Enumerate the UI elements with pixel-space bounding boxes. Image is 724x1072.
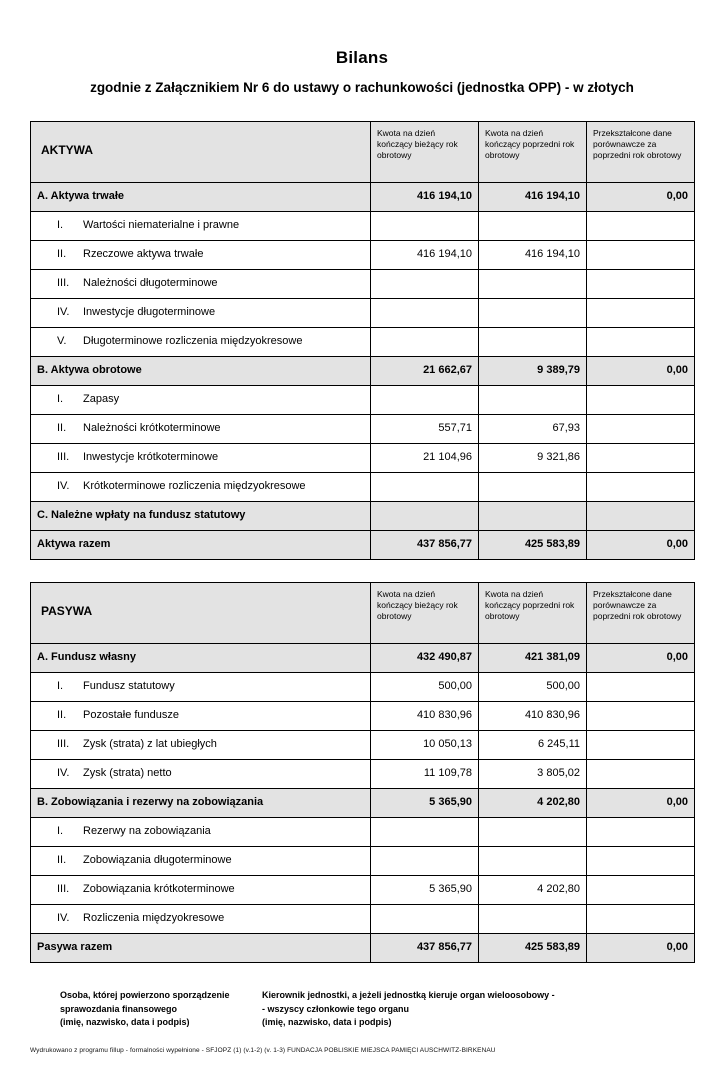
row-label: II. Rzeczowe aktywa trwałe bbox=[31, 241, 371, 270]
table-row bbox=[31, 673, 695, 702]
row-label: I. Fundusz statutowy bbox=[31, 673, 371, 702]
row-value-restated bbox=[587, 760, 695, 789]
row-value-restated bbox=[587, 818, 695, 847]
row-roman-numeral: IV. bbox=[57, 912, 70, 925]
row-value-previous: 421 381,09 bbox=[479, 644, 587, 673]
table-row bbox=[31, 531, 695, 560]
row-value-restated: 0,00 bbox=[587, 644, 695, 673]
row-value-restated bbox=[587, 270, 695, 299]
row-value-previous bbox=[479, 847, 587, 876]
row-value-current bbox=[371, 502, 479, 531]
table-row bbox=[31, 386, 695, 415]
table-row bbox=[31, 212, 695, 241]
row-label: Aktywa razem bbox=[31, 531, 371, 560]
table-row bbox=[31, 270, 695, 299]
footer-note: Wydrukowano z programu fillup - formalności wypełnione - SFJOPZ (1) (v.1-2) (v. 1-3) FUNDACJA POBLISKIE MIEJSCA PAMIĘCI AUSCHWITZ-BIRKENAU bbox=[30, 1047, 496, 1054]
row-value-current bbox=[371, 270, 479, 299]
row-value-restated bbox=[587, 415, 695, 444]
table-row bbox=[31, 415, 695, 444]
row-value-restated bbox=[587, 328, 695, 357]
row-value-restated bbox=[587, 299, 695, 328]
table-row bbox=[31, 644, 695, 673]
row-roman-numeral: IV. bbox=[57, 306, 70, 319]
table-row bbox=[31, 502, 695, 531]
table-row bbox=[31, 760, 695, 789]
table-row bbox=[31, 789, 695, 818]
assets-table bbox=[30, 121, 695, 560]
row-value-previous bbox=[479, 386, 587, 415]
signature-preparer-line1: Osoba, której powierzono sporządzenie bbox=[60, 990, 230, 1000]
row-value-restated bbox=[587, 444, 695, 473]
row-label: Pasywa razem bbox=[31, 934, 371, 963]
table-row bbox=[31, 876, 695, 905]
signature-preparer-line2: sprawozdania finansowego bbox=[60, 1003, 178, 1014]
row-value-restated: 0,00 bbox=[587, 934, 695, 963]
page-title: Bilans bbox=[335, 48, 389, 67]
row-value-previous: 500,00 bbox=[479, 673, 587, 702]
row-value-restated bbox=[587, 702, 695, 731]
row-label: II. Zobowiązania długoterminowe bbox=[31, 847, 371, 876]
table-row bbox=[31, 183, 695, 212]
row-value-previous: 67,93 bbox=[479, 415, 587, 444]
assets-header-label: AKTYWA bbox=[31, 122, 371, 183]
row-value-restated bbox=[587, 386, 695, 415]
row-value-restated: 0,00 bbox=[587, 531, 695, 560]
liabilities-col-previous: Kwota na dzień kończący poprzedni rok obrotowy bbox=[479, 583, 587, 644]
row-value-restated bbox=[587, 876, 695, 905]
liabilities-col-restated: Przekształcone dane porównawcze za poprzedni rok obrotowy bbox=[587, 583, 695, 644]
row-label: B. Zobowiązania i rezerwy na zobowiązania bbox=[31, 789, 371, 818]
row-value-restated: 0,00 bbox=[587, 183, 695, 212]
row-label: III. Zobowiązania krótkoterminowe bbox=[31, 876, 371, 905]
row-label: B. Aktywa obrotowe bbox=[31, 357, 371, 386]
row-roman-numeral: III. bbox=[57, 738, 70, 751]
row-value-previous: 410 830,96 bbox=[479, 702, 587, 731]
row-value-current: 10 050,13 bbox=[371, 731, 479, 760]
row-roman-numeral: I. bbox=[57, 219, 64, 232]
signature-area bbox=[30, 989, 694, 1030]
row-value-current bbox=[371, 905, 479, 934]
table-row bbox=[31, 473, 695, 502]
row-value-restated bbox=[587, 673, 695, 702]
row-value-restated bbox=[587, 212, 695, 241]
table-row bbox=[31, 731, 695, 760]
row-roman-numeral: I. bbox=[57, 825, 64, 838]
row-value-previous bbox=[479, 905, 587, 934]
row-roman-numeral: IV. bbox=[57, 767, 70, 780]
row-value-current bbox=[371, 818, 479, 847]
row-value-current bbox=[371, 847, 479, 876]
row-roman-numeral: II. bbox=[57, 709, 67, 722]
signature-manager-line1: Kierownik jednostki, a jeżeli jednostką kieruje organ wieloosobowy - bbox=[262, 990, 555, 1000]
row-label: I. Wartości niematerialne i prawne bbox=[31, 212, 371, 241]
liabilities-table bbox=[30, 582, 695, 963]
row-label: IV. Rozliczenia międzyokresowe bbox=[31, 905, 371, 934]
row-value-previous bbox=[479, 502, 587, 531]
row-value-current: 11 109,78 bbox=[371, 760, 479, 789]
row-label: IV. Inwestycje długoterminowe bbox=[31, 299, 371, 328]
row-value-restated: 0,00 bbox=[587, 357, 695, 386]
row-value-current: 416 194,10 bbox=[371, 183, 479, 212]
assets-table-header-row bbox=[31, 122, 695, 183]
row-value-restated bbox=[587, 847, 695, 876]
row-value-restated: 0,00 bbox=[587, 789, 695, 818]
table-row bbox=[31, 934, 695, 963]
row-label: I. Zapasy bbox=[31, 386, 371, 415]
table-row bbox=[31, 241, 695, 270]
row-value-current: 5 365,90 bbox=[371, 876, 479, 905]
signature-manager-line2: - wszyscy członkowie tego organu bbox=[262, 1003, 410, 1014]
row-label: IV. Zysk (strata) netto bbox=[31, 760, 371, 789]
row-value-current: 437 856,77 bbox=[371, 531, 479, 560]
page-subtitle: zgodnie z Załącznikiem Nr 6 do ustawy o rachunkowości (jednostka OPP) - w złotych bbox=[90, 80, 634, 95]
row-roman-numeral: II. bbox=[57, 422, 67, 435]
row-value-previous bbox=[479, 299, 587, 328]
row-value-previous: 3 805,02 bbox=[479, 760, 587, 789]
row-label: III. Inwestycje krótkoterminowe bbox=[31, 444, 371, 473]
assets-col-restated: Przekształcone dane porównawcze za poprzedni rok obrotowy bbox=[587, 122, 695, 183]
liabilities-table-header-row bbox=[31, 583, 695, 644]
table-row bbox=[31, 328, 695, 357]
row-roman-numeral: IV. bbox=[57, 480, 70, 493]
row-label: A. Fundusz własny bbox=[31, 644, 371, 673]
row-roman-numeral: I. bbox=[57, 680, 64, 693]
row-roman-numeral: III. bbox=[57, 883, 70, 896]
row-value-current: 432 490,87 bbox=[371, 644, 479, 673]
row-value-current: 500,00 bbox=[371, 673, 479, 702]
row-value-current: 437 856,77 bbox=[371, 934, 479, 963]
row-value-previous: 416 194,10 bbox=[479, 183, 587, 212]
row-label: II. Należności krótkoterminowe bbox=[31, 415, 371, 444]
signature-manager bbox=[262, 989, 694, 1030]
row-roman-numeral: II. bbox=[57, 854, 67, 867]
assets-col-previous: Kwota na dzień kończący poprzedni rok obrotowy bbox=[479, 122, 587, 183]
row-value-previous bbox=[479, 212, 587, 241]
table-row bbox=[31, 847, 695, 876]
row-value-previous: 425 583,89 bbox=[479, 934, 587, 963]
row-value-restated bbox=[587, 473, 695, 502]
row-label: A. Aktywa trwałe bbox=[31, 183, 371, 212]
row-value-previous: 4 202,80 bbox=[479, 789, 587, 818]
table-row bbox=[31, 299, 695, 328]
row-roman-numeral: V. bbox=[57, 335, 67, 348]
table-row bbox=[31, 702, 695, 731]
assets-col-current: Kwota na dzień kończący bieżący rok obrotowy bbox=[371, 122, 479, 183]
row-roman-numeral: III. bbox=[57, 277, 70, 290]
row-value-restated bbox=[587, 502, 695, 531]
row-value-current: 416 194,10 bbox=[371, 241, 479, 270]
row-label: IV. Krótkoterminowe rozliczenia międzyokresowe bbox=[31, 473, 371, 502]
row-value-current: 21 662,67 bbox=[371, 357, 479, 386]
row-label: III. Zysk (strata) z lat ubiegłych bbox=[31, 731, 371, 760]
row-label: II. Pozostałe fundusze bbox=[31, 702, 371, 731]
row-value-current: 557,71 bbox=[371, 415, 479, 444]
row-value-previous: 9 389,79 bbox=[479, 357, 587, 386]
row-value-current: 5 365,90 bbox=[371, 789, 479, 818]
row-value-restated bbox=[587, 905, 695, 934]
row-label: C. Należne wpłaty na fundusz statutowy bbox=[31, 502, 371, 531]
row-value-current bbox=[371, 212, 479, 241]
row-value-current bbox=[371, 328, 479, 357]
table-row bbox=[31, 357, 695, 386]
row-value-current: 21 104,96 bbox=[371, 444, 479, 473]
row-value-previous: 416 194,10 bbox=[479, 241, 587, 270]
table-row bbox=[31, 444, 695, 473]
row-value-previous: 6 245,11 bbox=[479, 731, 587, 760]
row-label: I. Rezerwy na zobowiązania bbox=[31, 818, 371, 847]
assets-table-body bbox=[31, 183, 695, 560]
row-roman-numeral: II. bbox=[57, 248, 67, 261]
row-value-restated bbox=[587, 731, 695, 760]
row-value-previous: 425 583,89 bbox=[479, 531, 587, 560]
row-value-previous bbox=[479, 328, 587, 357]
row-value-previous bbox=[479, 818, 587, 847]
row-value-current bbox=[371, 299, 479, 328]
table-row bbox=[31, 905, 695, 934]
signature-preparer-line3: (imię, nazwisko, data i podpis) bbox=[60, 1017, 190, 1027]
table-row bbox=[31, 818, 695, 847]
row-value-current bbox=[371, 473, 479, 502]
liabilities-table-body bbox=[31, 644, 695, 963]
row-value-restated bbox=[587, 241, 695, 270]
row-roman-numeral: I. bbox=[57, 393, 64, 406]
row-label: V. Długoterminowe rozliczenia międzyokresowe bbox=[31, 328, 371, 357]
document-page bbox=[0, 48, 724, 1072]
row-value-previous bbox=[479, 473, 587, 502]
liabilities-header-label: PASYWA bbox=[31, 583, 371, 644]
row-value-current bbox=[371, 386, 479, 415]
row-value-previous: 4 202,80 bbox=[479, 876, 587, 905]
signature-manager-line3: (imię, nazwisko, data i podpis) bbox=[262, 1017, 392, 1027]
row-label: III. Należności długoterminowe bbox=[31, 270, 371, 299]
row-roman-numeral: III. bbox=[57, 451, 70, 464]
row-value-previous bbox=[479, 270, 587, 299]
signature-preparer bbox=[30, 989, 262, 1030]
liabilities-col-current: Kwota na dzień kończący bieżący rok obrotowy bbox=[371, 583, 479, 644]
row-value-previous: 9 321,86 bbox=[479, 444, 587, 473]
row-value-current: 410 830,96 bbox=[371, 702, 479, 731]
